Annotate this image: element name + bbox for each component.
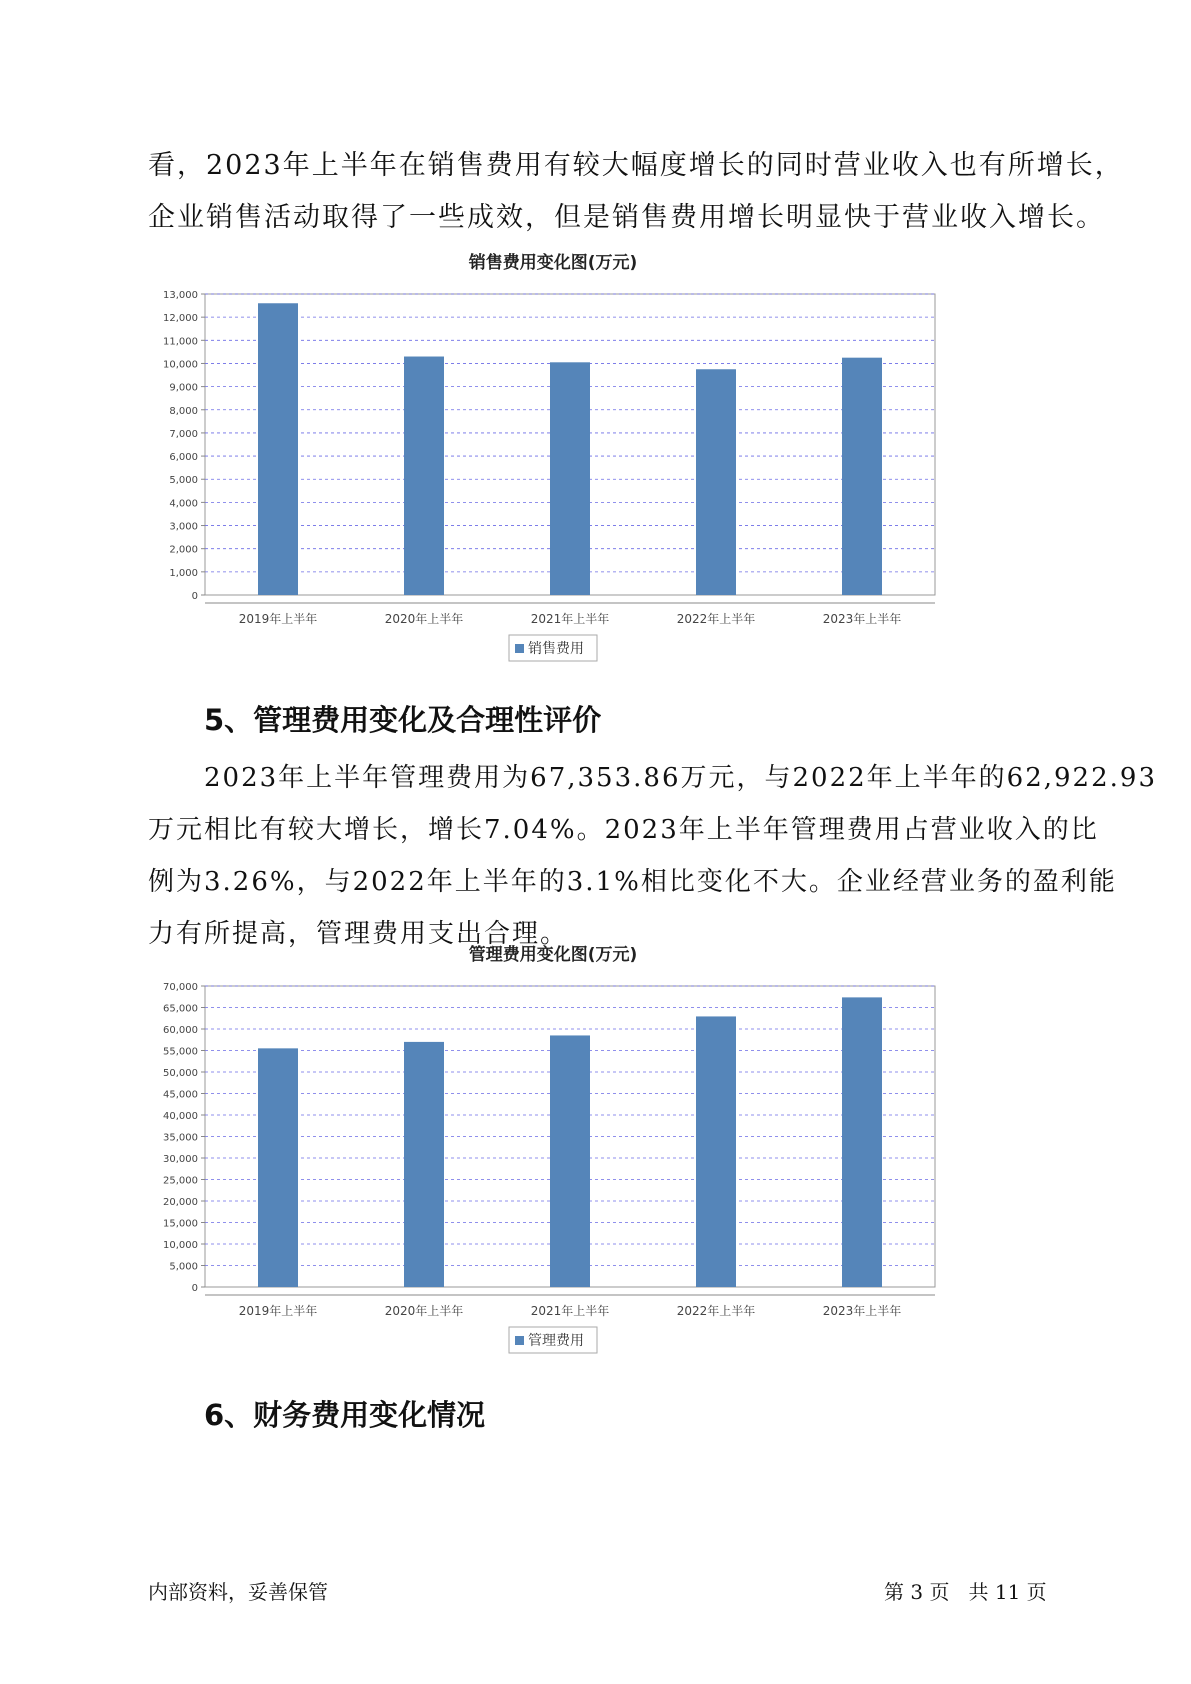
y-tick-label: 8,000 bbox=[169, 405, 198, 417]
legend-label: 销售费用 bbox=[528, 641, 584, 657]
y-tick-label: 6,000 bbox=[169, 452, 198, 464]
bar bbox=[258, 303, 298, 595]
y-tick-label: 9,000 bbox=[169, 382, 198, 394]
x-tick-label: 2023年上半年 bbox=[822, 612, 902, 626]
y-tick-label: 11,000 bbox=[163, 336, 198, 348]
admin-expense-chart bbox=[0, 936, 1191, 1366]
y-tick-label: 7,000 bbox=[169, 428, 198, 440]
x-tick-label: 2020年上半年 bbox=[384, 1304, 464, 1318]
y-tick-label: 60,000 bbox=[163, 1025, 198, 1036]
intro-line-1: 看，2023年上半年在销售费用有较大幅度增长的同时营业收入也有所增长， bbox=[148, 150, 1124, 181]
sales-expense-chart-svg bbox=[0, 244, 1191, 674]
bar bbox=[258, 1048, 298, 1287]
x-tick-label: 2019年上半年 bbox=[238, 1304, 318, 1318]
y-tick-label: 70,000 bbox=[163, 982, 198, 993]
intro-line-2: 企业销售活动取得了一些成效，但是销售费用增长明显快于营业收入增长。 bbox=[148, 202, 1105, 233]
legend-label: 管理费用 bbox=[528, 1333, 584, 1349]
legend-swatch bbox=[515, 1336, 524, 1345]
y-tick-label: 0 bbox=[191, 591, 198, 602]
section5-line-3: 例为3.26%，与2022年上半年的3.1%相比变化不大。企业经营业务的盈利能 bbox=[148, 867, 1117, 897]
chart-title: 销售费用变化图(万元) bbox=[468, 253, 638, 273]
y-tick-label: 1,000 bbox=[169, 567, 198, 579]
footer-page-text: 第 3 页 共 11 页 bbox=[884, 1580, 1047, 1604]
y-tick-label: 20,000 bbox=[163, 1197, 198, 1208]
y-tick-label: 5,000 bbox=[169, 475, 198, 487]
y-tick-label: 35,000 bbox=[163, 1132, 198, 1144]
section5-line-2: 万元相比有较大增长，增长7.04%。2023年上半年管理费用占营业收入的比 bbox=[148, 815, 1099, 845]
x-tick-label: 2021年上半年 bbox=[530, 612, 610, 626]
y-tick-label: 65,000 bbox=[163, 1003, 198, 1015]
footer-page-number bbox=[884, 1576, 1047, 1605]
y-tick-label: 25,000 bbox=[163, 1175, 198, 1187]
y-tick-label: 40,000 bbox=[163, 1111, 198, 1122]
y-tick-label: 4,000 bbox=[169, 498, 198, 510]
y-tick-label: 2,000 bbox=[169, 544, 198, 556]
bar bbox=[696, 369, 736, 595]
x-tick-label: 2023年上半年 bbox=[822, 1304, 902, 1318]
y-tick-label: 45,000 bbox=[163, 1089, 198, 1101]
footer-confidential: 内部资料，妥善保管 bbox=[148, 1580, 328, 1604]
section5-line-1: 2023年上半年管理费用为67,353.86万元，与2022年上半年的62,922.93 bbox=[148, 763, 1157, 793]
bar bbox=[404, 357, 444, 595]
bar bbox=[404, 1042, 444, 1287]
sales-expense-chart bbox=[0, 244, 1191, 674]
legend-swatch bbox=[515, 644, 524, 653]
section5-heading: 5、管理费用变化及合理性评价 bbox=[204, 703, 602, 737]
intro-paragraph bbox=[148, 140, 1124, 244]
y-tick-label: 13,000 bbox=[163, 290, 198, 301]
section6-heading: 6、财务费用变化情况 bbox=[204, 1398, 486, 1432]
y-tick-label: 50,000 bbox=[163, 1068, 198, 1079]
y-tick-label: 10,000 bbox=[163, 359, 198, 371]
bar bbox=[842, 358, 882, 595]
y-tick-label: 0 bbox=[191, 1283, 198, 1294]
y-tick-label: 3,000 bbox=[169, 521, 198, 533]
bar bbox=[842, 997, 882, 1287]
chart-title: 管理费用变化图(万元) bbox=[468, 945, 638, 965]
y-tick-label: 5,000 bbox=[169, 1261, 198, 1273]
section5-paragraph bbox=[148, 752, 1157, 960]
bar bbox=[696, 1016, 736, 1287]
section5-line-4: 力有所提高，管理费用支出合理。 bbox=[148, 919, 569, 949]
x-tick-label: 2022年上半年 bbox=[676, 1304, 756, 1318]
y-tick-label: 15,000 bbox=[163, 1218, 198, 1230]
bar bbox=[550, 362, 590, 595]
x-tick-label: 2021年上半年 bbox=[530, 1304, 610, 1318]
y-tick-label: 12,000 bbox=[163, 313, 198, 325]
admin-expense-chart-svg bbox=[0, 936, 1191, 1366]
x-tick-label: 2020年上半年 bbox=[384, 612, 464, 626]
y-tick-label: 55,000 bbox=[163, 1046, 198, 1058]
y-tick-label: 10,000 bbox=[163, 1240, 198, 1251]
bar bbox=[550, 1035, 590, 1287]
x-tick-label: 2019年上半年 bbox=[238, 612, 318, 626]
y-tick-label: 30,000 bbox=[163, 1154, 198, 1165]
x-tick-label: 2022年上半年 bbox=[676, 612, 756, 626]
